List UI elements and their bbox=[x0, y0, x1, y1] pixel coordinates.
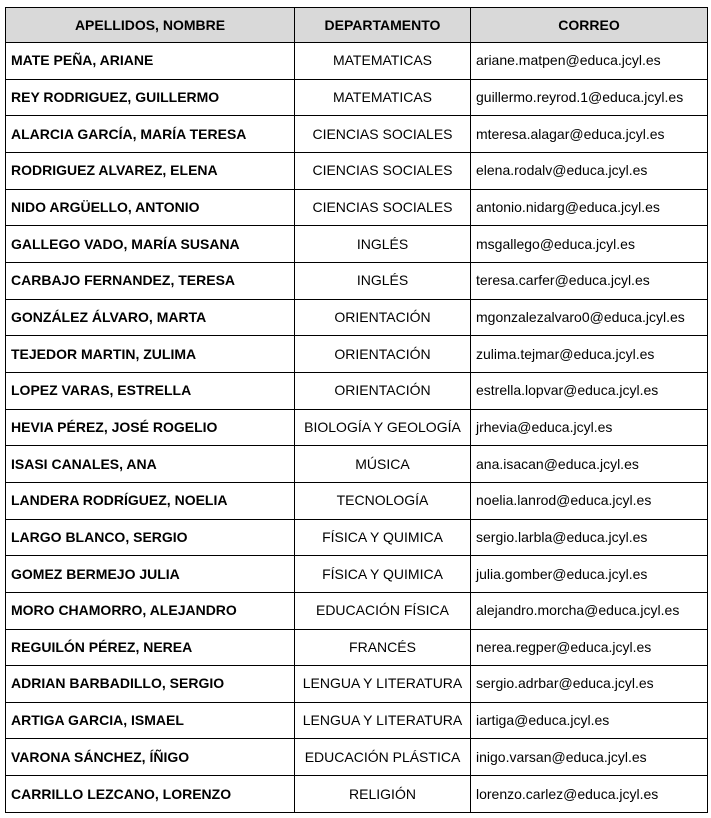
email-cell[interactable]: nerea.regper@educa.jcyl.es bbox=[471, 629, 708, 666]
table-row bbox=[6, 666, 708, 703]
column-header-email: CORREO bbox=[471, 8, 708, 43]
email-cell[interactable]: msgallego@educa.jcyl.es bbox=[471, 226, 708, 263]
table-header-row bbox=[6, 8, 708, 43]
teacher-name-cell: GOMEZ BERMEJO JULIA bbox=[6, 556, 295, 593]
department-cell: MATEMATICAS bbox=[295, 79, 471, 116]
department-cell: CIENCIAS SOCIALES bbox=[295, 189, 471, 226]
table-row bbox=[6, 79, 708, 116]
table-row bbox=[6, 739, 708, 776]
department-cell: LENGUA Y LITERATURA bbox=[295, 666, 471, 703]
email-cell[interactable]: zulima.tejmar@educa.jcyl.es bbox=[471, 336, 708, 373]
table-row bbox=[6, 299, 708, 336]
table-body bbox=[6, 43, 708, 813]
table-row bbox=[6, 592, 708, 629]
department-cell: INGLÉS bbox=[295, 226, 471, 263]
department-cell: TECNOLOGÍA bbox=[295, 482, 471, 519]
department-cell: INGLÉS bbox=[295, 262, 471, 299]
email-cell[interactable]: mgonzalezalvaro0@educa.jcyl.es bbox=[471, 299, 708, 336]
teacher-name-cell: MORO CHAMORRO, ALEJANDRO bbox=[6, 592, 295, 629]
department-cell: CIENCIAS SOCIALES bbox=[295, 116, 471, 153]
department-cell: BIOLOGÍA Y GEOLOGÍA bbox=[295, 409, 471, 446]
teacher-name-cell: MATE PEÑA, ARIANE bbox=[6, 43, 295, 80]
email-cell[interactable]: inigo.varsan@educa.jcyl.es bbox=[471, 739, 708, 776]
teacher-name-cell: ISASI CANALES, ANA bbox=[6, 446, 295, 483]
teacher-name-cell: NIDO ARGÜELLO, ANTONIO bbox=[6, 189, 295, 226]
staff-directory-table bbox=[5, 7, 708, 813]
teacher-name-cell: HEVIA PÉREZ, JOSÉ ROGELIO bbox=[6, 409, 295, 446]
department-cell: MATEMATICAS bbox=[295, 43, 471, 80]
department-cell: ORIENTACIÓN bbox=[295, 336, 471, 373]
email-cell[interactable]: ana.isacan@educa.jcyl.es bbox=[471, 446, 708, 483]
email-cell[interactable]: alejandro.morcha@educa.jcyl.es bbox=[471, 592, 708, 629]
teacher-name-cell: LOPEZ VARAS, ESTRELLA bbox=[6, 372, 295, 409]
table-row bbox=[6, 409, 708, 446]
email-cell[interactable]: teresa.carfer@educa.jcyl.es bbox=[471, 262, 708, 299]
teacher-name-cell: TEJEDOR MARTIN, ZULIMA bbox=[6, 336, 295, 373]
teacher-name-cell: REGUILÓN PÉREZ, NEREA bbox=[6, 629, 295, 666]
teacher-name-cell: GONZÁLEZ ÁLVARO, MARTA bbox=[6, 299, 295, 336]
email-cell[interactable]: estrella.lopvar@educa.jcyl.es bbox=[471, 372, 708, 409]
department-cell: FÍSICA Y QUIMICA bbox=[295, 519, 471, 556]
department-cell: EDUCACIÓN FÍSICA bbox=[295, 592, 471, 629]
department-cell: ORIENTACIÓN bbox=[295, 299, 471, 336]
email-cell[interactable]: sergio.adrbar@educa.jcyl.es bbox=[471, 666, 708, 703]
email-cell[interactable]: antonio.nidarg@educa.jcyl.es bbox=[471, 189, 708, 226]
column-header-department: DEPARTAMENTO bbox=[295, 8, 471, 43]
table-row bbox=[6, 189, 708, 226]
teacher-name-cell: ALARCIA GARCÍA, MARÍA TERESA bbox=[6, 116, 295, 153]
department-cell: FÍSICA Y QUIMICA bbox=[295, 556, 471, 593]
table-row bbox=[6, 519, 708, 556]
table-row bbox=[6, 776, 708, 813]
email-cell[interactable]: lorenzo.carlez@educa.jcyl.es bbox=[471, 776, 708, 813]
table-row bbox=[6, 43, 708, 80]
teacher-name-cell: ARTIGA GARCIA, ISMAEL bbox=[6, 702, 295, 739]
table-row bbox=[6, 116, 708, 153]
email-cell[interactable]: jrhevia@educa.jcyl.es bbox=[471, 409, 708, 446]
email-cell[interactable]: sergio.larbla@educa.jcyl.es bbox=[471, 519, 708, 556]
teacher-name-cell: ADRIAN BARBADILLO, SERGIO bbox=[6, 666, 295, 703]
teacher-name-cell: GALLEGO VADO, MARÍA SUSANA bbox=[6, 226, 295, 263]
table-row bbox=[6, 556, 708, 593]
teacher-name-cell: LANDERA RODRÍGUEZ, NOELIA bbox=[6, 482, 295, 519]
email-cell[interactable]: iartiga@educa.jcyl.es bbox=[471, 702, 708, 739]
department-cell: RELIGIÓN bbox=[295, 776, 471, 813]
table-row bbox=[6, 152, 708, 189]
email-cell[interactable]: noelia.lanrod@educa.jcyl.es bbox=[471, 482, 708, 519]
department-cell: FRANCÉS bbox=[295, 629, 471, 666]
table-row bbox=[6, 482, 708, 519]
table-row bbox=[6, 446, 708, 483]
department-cell: MÚSICA bbox=[295, 446, 471, 483]
table-row bbox=[6, 336, 708, 373]
email-cell[interactable]: guillermo.reyrod.1@educa.jcyl.es bbox=[471, 79, 708, 116]
department-cell: LENGUA Y LITERATURA bbox=[295, 702, 471, 739]
table-row bbox=[6, 262, 708, 299]
teacher-name-cell: LARGO BLANCO, SERGIO bbox=[6, 519, 295, 556]
table-row bbox=[6, 226, 708, 263]
department-cell: CIENCIAS SOCIALES bbox=[295, 152, 471, 189]
column-header-name: APELLIDOS, NOMBRE bbox=[6, 8, 295, 43]
teacher-name-cell: REY RODRIGUEZ, GUILLERMO bbox=[6, 79, 295, 116]
teacher-name-cell: CARRILLO LEZCANO, LORENZO bbox=[6, 776, 295, 813]
teacher-name-cell: VARONA SÁNCHEZ, ÍÑIGO bbox=[6, 739, 295, 776]
table-row bbox=[6, 702, 708, 739]
email-cell[interactable]: elena.rodalv@educa.jcyl.es bbox=[471, 152, 708, 189]
email-cell[interactable]: ariane.matpen@educa.jcyl.es bbox=[471, 43, 708, 80]
table-row bbox=[6, 629, 708, 666]
teacher-name-cell: CARBAJO FERNANDEZ, TERESA bbox=[6, 262, 295, 299]
department-cell: EDUCACIÓN PLÁSTICA bbox=[295, 739, 471, 776]
email-cell[interactable]: mteresa.alagar@educa.jcyl.es bbox=[471, 116, 708, 153]
department-cell: ORIENTACIÓN bbox=[295, 372, 471, 409]
table-row bbox=[6, 372, 708, 409]
teacher-name-cell: RODRIGUEZ ALVAREZ, ELENA bbox=[6, 152, 295, 189]
email-cell[interactable]: julia.gomber@educa.jcyl.es bbox=[471, 556, 708, 593]
